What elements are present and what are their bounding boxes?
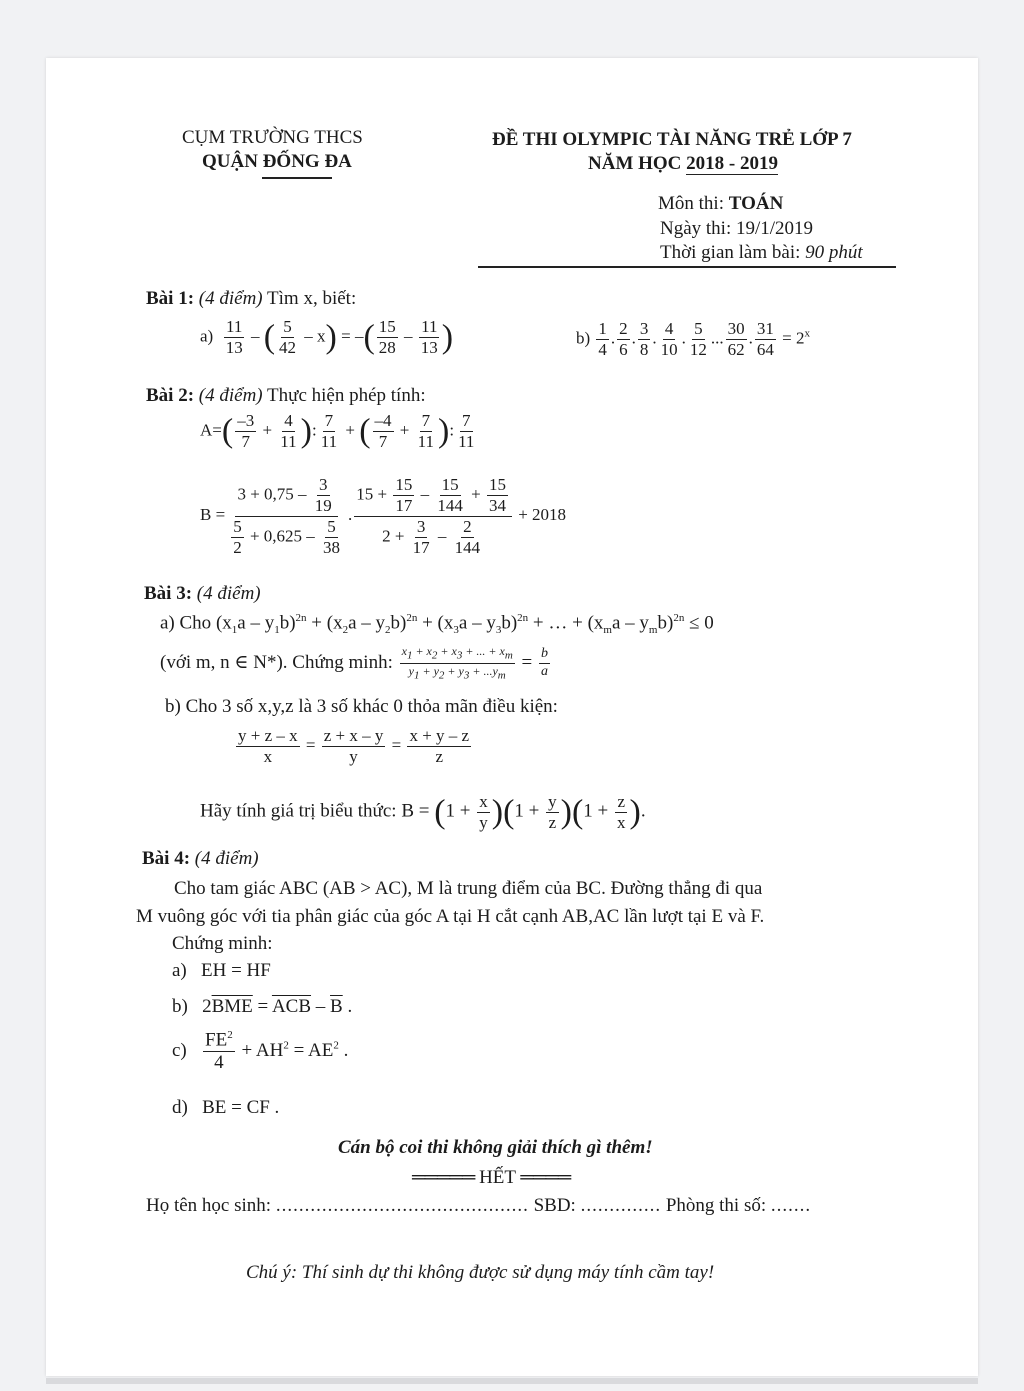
school-year — [588, 153, 778, 175]
bai4-c-label: c) — [172, 1039, 187, 1061]
school-cluster: CỤM TRƯỜNG THCS — [182, 127, 363, 148]
bai4-title: Bài 4: — [142, 848, 191, 869]
bai4-heading — [142, 848, 259, 870]
sbd-label: SBD: — [533, 1195, 576, 1216]
header-divider — [478, 266, 896, 268]
bai2-expression-a: A=( $\frac{-3}{7}$ + $\frac{4}{11}$ ): $\frac{7}{11}$ + ( $\frac{-4}{7}$ + $\frac{7}{11}$ ): $\frac{7}{11}$ — [200, 411, 475, 451]
school-year-label: NĂM HỌC — [588, 153, 682, 174]
bai3-points: (4 điểm) — [196, 583, 261, 604]
bai2-title: Bài 2: — [146, 385, 195, 406]
bai2-expression-b: B = 3 + 0,75 – $\frac{3}{19}$ $\frac{5}{2}$ + 0,625 – $\frac{5}{38}$ . 15 + $\frac{15}{17}$ – $\frac{15}{144}$ + $\frac{15}{34}$ 2 + $\frac{3}{17}$ – $\frac{2}{144}$ + 2018 — [200, 475, 567, 557]
bai4-d-text: BE = CF . — [202, 1097, 280, 1118]
date-value: 19/1/2019 — [736, 218, 814, 239]
duration-value: 90 phút — [805, 242, 863, 263]
calculator-warning: Chú ý: Thí sinh dự thi không được sử dụng máy tính cầm tay! — [246, 1262, 715, 1283]
bai1-points: (4 điểm) — [198, 288, 263, 309]
exam-date-line — [660, 218, 813, 240]
room-label: Phòng thi số: — [665, 1195, 767, 1216]
bai4-prove: Chứng minh: — [172, 933, 273, 954]
bai1-a-label: a) — [200, 326, 214, 346]
bai3-a-condition: a) Cho $(x_1a - y_1b)^{2n} + (x_2a - y_2b)^{2n} + (x_3a - y_3b)^{2n}$ + … + $(x_ma - y_mb)^{2n} \le 0$ — [160, 612, 714, 637]
student-name-label: Họ tên học sinh: — [146, 1195, 272, 1216]
exam-title: ĐỀ THI OLYMPIC TÀI NĂNG TRẺ LỚP 7 — [492, 129, 852, 150]
duration-label: Thời gian làm bài: — [660, 242, 801, 263]
bai2-heading — [146, 385, 426, 407]
bai1-equation-a: a) $\frac{11}{13}$ – ( $\frac{5}{42}$ – x) = –( $\frac{15}{28}$ – $\frac{11}{13}$ ) — [200, 317, 454, 357]
end-text: HẾT — [479, 1167, 516, 1188]
proctor-note: Cán bộ coi thi không giải thích gì thêm! — [338, 1137, 653, 1158]
bai4-a-label: a) — [172, 960, 187, 981]
subject-line — [658, 193, 783, 215]
bai4-b-label: b) — [172, 996, 188, 1017]
bai4-d — [172, 1097, 279, 1119]
bai4-a — [172, 960, 271, 982]
subject-label: Môn thi: — [658, 193, 724, 214]
bai3-compute-prefix: Hãy tính giá trị biểu thức: — [200, 800, 397, 822]
bai4-b: b) $2\overline{BME} = \overline{ACB} - \overline{B}$ . — [172, 996, 353, 1017]
bai4-line2: M vuông góc với tia phân giác của góc A tại H cắt cạnh AB,AC lần lượt tại E và F. — [136, 906, 765, 927]
bai3-heading — [144, 583, 261, 605]
bai1-b-label: b) — [576, 328, 591, 348]
school-year-value: 2018 - 2019 — [686, 153, 778, 174]
subject-value: TOÁN — [728, 193, 784, 214]
bai3-title: Bài 3: — [144, 583, 193, 604]
bai2-prompt: Thực hiện phép tính: — [267, 385, 426, 406]
bai1-heading — [146, 288, 356, 310]
bai3-b-ratios: $\frac{y + z - x}{x}$ = $\frac{z + x - y}{y}$ = $\frac{x + y - z}{z}$ — [238, 726, 470, 766]
bai4-points: (4 điểm) — [194, 848, 259, 869]
student-info-line: Họ tên học sinh: ............................................ SBD: .............. Phòng thi số: ....... — [146, 1195, 812, 1216]
end-marker: ═════ HẾT ════ — [412, 1167, 571, 1188]
bai2-points: (4 điểm) — [198, 385, 263, 406]
bai4-line1: Cho tam giác ABC (AB > AC), M là trung điểm của BC. Đường thẳng đi qua — [174, 878, 763, 899]
exam-duration-line — [660, 242, 863, 264]
bai4-d-label: d) — [172, 1097, 188, 1118]
page-bottom-edge — [46, 1378, 978, 1384]
district-name: QUẬN ĐỐNG ĐA — [202, 151, 352, 172]
bai4-c: c) $\frac{FE^2}{4}$ + $AH^2 = AE^2$ . — [172, 1029, 349, 1074]
date-label: Ngày thi: — [660, 218, 732, 239]
bai3-a-prove: (với m, n ∈ N*). Chứng minh: $\frac{x_1 + x_2 + x_3 + ... + x_m}{y_1 + y_2 + y_3 + ...y_m}$ = $\frac{b}{a}$ — [160, 644, 549, 682]
district-underline — [262, 177, 332, 179]
bai3-b-compute: Hãy tính giá trị biểu thức: B = (1 + $\frac{x}{y}$ )(1 + $\frac{y}{z}$ )(1 + $\frac{z}{x}$ ). — [200, 792, 646, 832]
bai1-title: Bài 1: — [146, 288, 195, 309]
bai4-a-text: EH = HF — [201, 960, 271, 981]
bai3-cond-prefix: (với m, n ∈ N*). Chứng minh: — [160, 651, 393, 673]
bai1-prompt: Tìm x, biết: — [267, 288, 357, 309]
bai3-a-prefix: a) Cho — [160, 612, 212, 634]
bai3-b-text: b) Cho 3 số x,y,z là 3 số khác 0 thỏa mãn điều kiện: — [165, 696, 558, 717]
bai1-equation-b: b) $\frac{1}{4}$ . $\frac{2}{6}$ . $\frac{3}{8}$ . $\frac{4}{10}$ . $\frac{5}{12}$ ... $\frac{30}{62}$ . $\frac{31}{64}$ = $2^x$ — [576, 319, 811, 359]
